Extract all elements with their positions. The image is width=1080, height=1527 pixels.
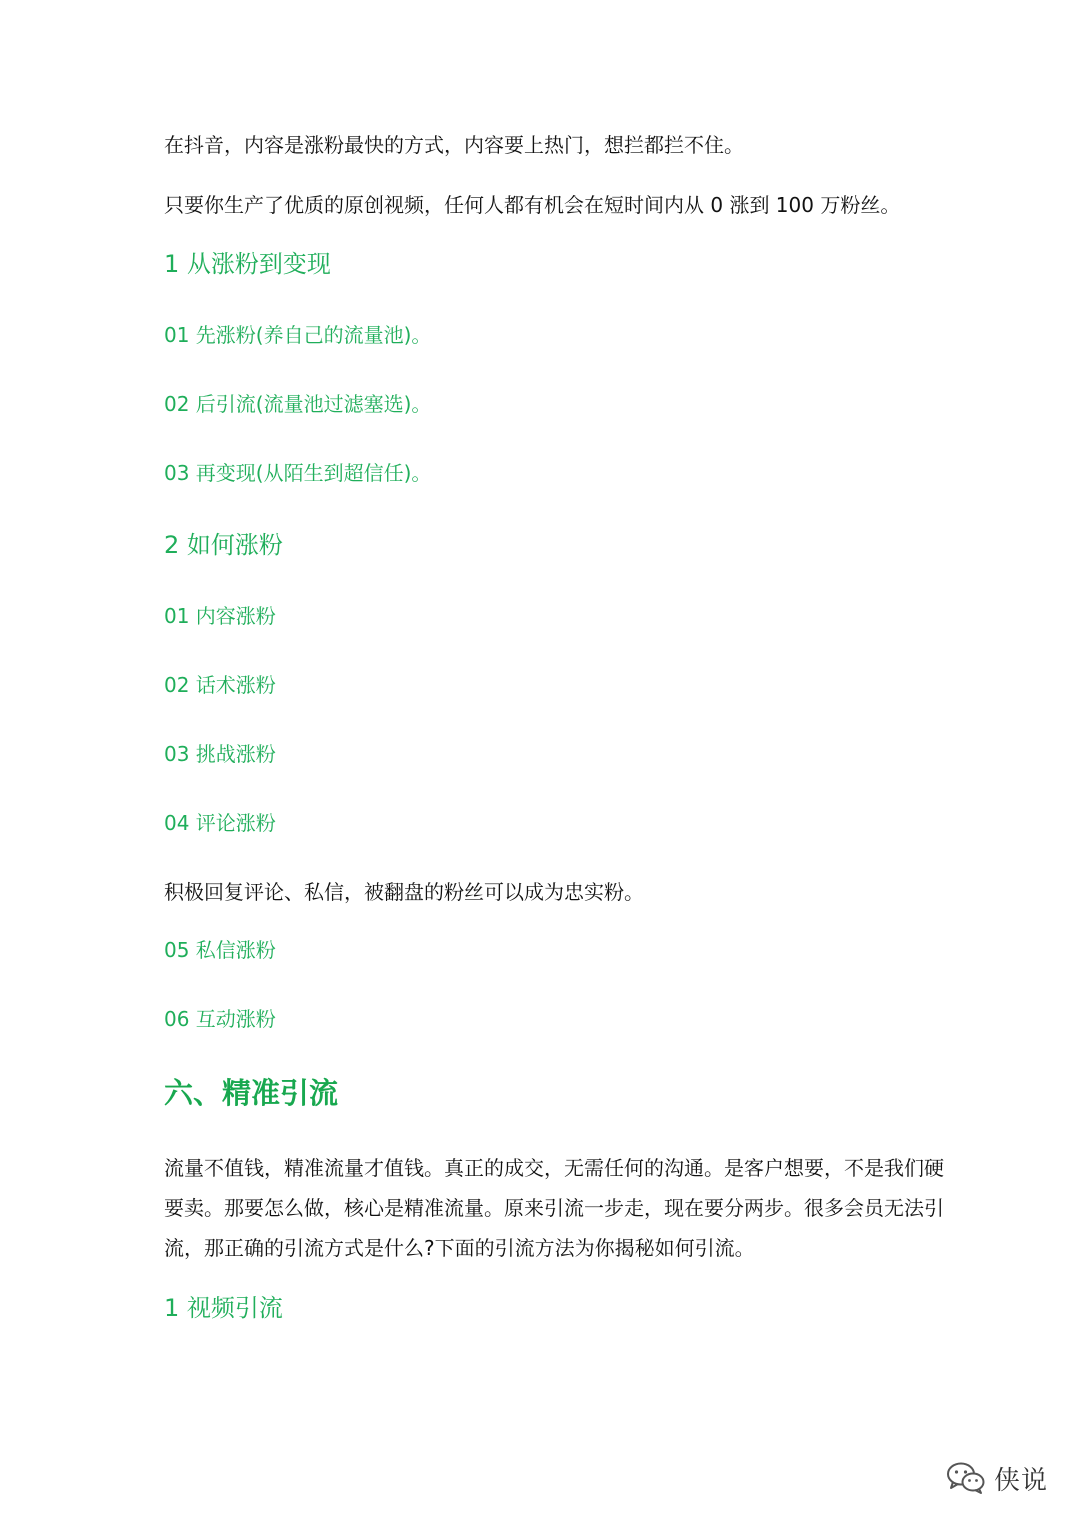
section-2-item: 05 私信涨粉 (164, 938, 276, 962)
section-2-item: 06 互动涨粉 (164, 1007, 276, 1031)
section-2-item: 04 评论涨粉 (164, 811, 276, 835)
section-1-title: 1 从涨粉到变现 (164, 250, 331, 278)
section-2-item: 02 话术涨粉 (164, 673, 276, 697)
section-2-note: 积极回复评论、私信，被翻盘的粉丝可以成为忠实粉。 (164, 880, 644, 904)
section-2-title: 2 如何涨粉 (164, 531, 283, 559)
intro-line-1: 在抖音，内容是涨粉最快的方式，内容要上热门，想拦都拦不住。 (164, 133, 744, 157)
chapter-6-paragraph: 流量不值钱，精准流量才值钱。真正的成交，无需任何的沟通。是客户想要，不是我们硬要卖。那要怎么做，核心是精准流量。原来引流一步走，现在要分两步。很多会员无法引流，那正确的引流方式是什么?下面的引流方法为你揭秘如何引流。 (164, 1156, 944, 1260)
section-1-item: 01 先涨粉(养自己的流量池)。 (164, 323, 432, 347)
section-1-item: 02 后引流(流量池过滤塞选)。 (164, 392, 432, 416)
wechat-icon (946, 1461, 986, 1495)
section-2-item: 01 内容涨粉 (164, 604, 276, 628)
intro-line-2: 只要你生产了优质的原创视频，任何人都有机会在短时间内从 0 涨到 100 万粉丝。 (164, 193, 901, 217)
section-1-item: 03 再变现(从陌生到超信任)。 (164, 461, 432, 485)
chapter-6-sub-title: 1 视频引流 (164, 1294, 283, 1322)
chapter-6-title: 六、精准引流 (164, 1076, 339, 1110)
watermark-text: 侠说 (994, 1465, 1049, 1496)
watermark (946, 1458, 1048, 1498)
section-2-item: 03 挑战涨粉 (164, 742, 276, 766)
